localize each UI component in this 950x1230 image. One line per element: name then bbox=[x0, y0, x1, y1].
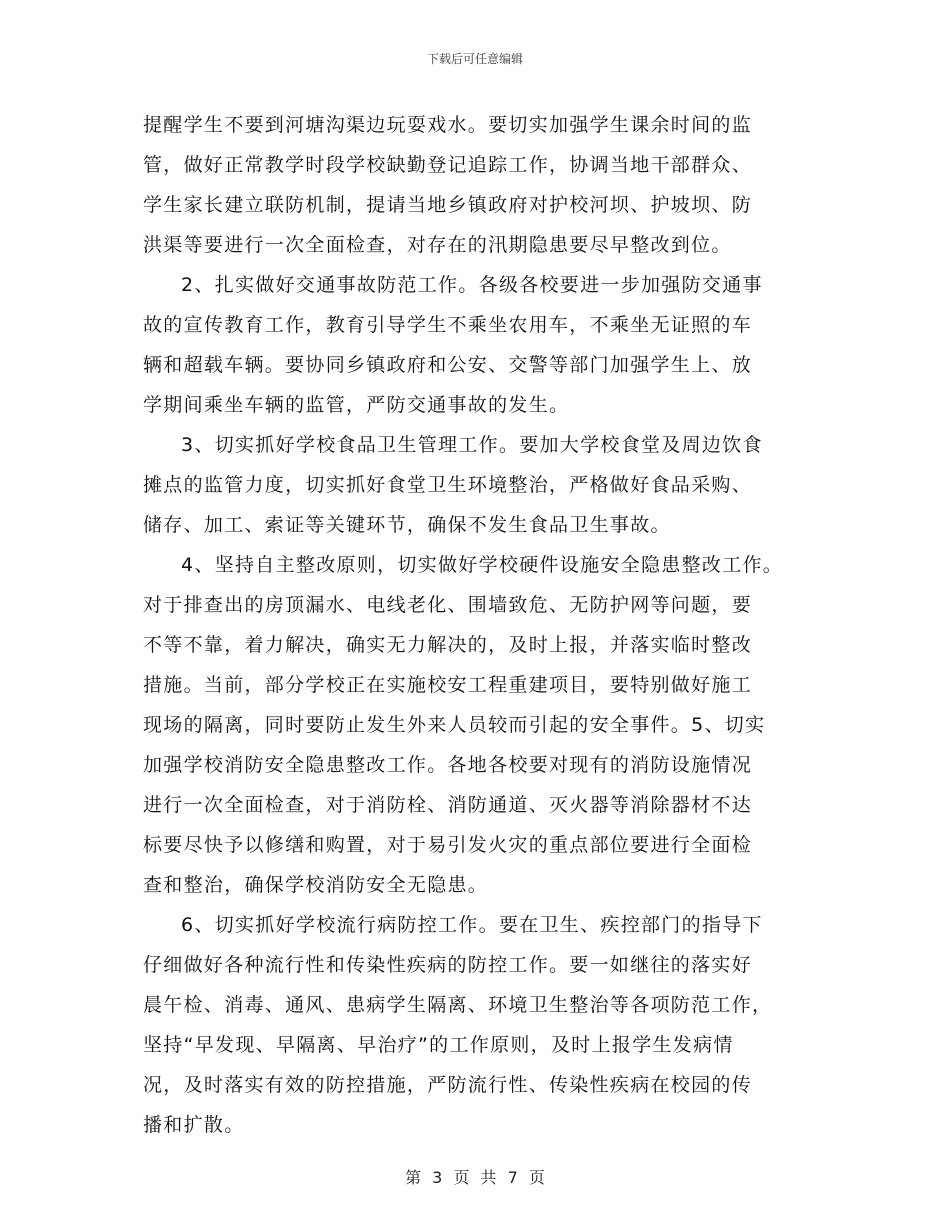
text-line: 储存、加工、索证等关键环节，确保不发生食品卫生事故。 bbox=[143, 514, 671, 536]
text-line: 进行一次全面检查，对于消防栓、消防通道、灭火器等消除器材不达 bbox=[143, 794, 753, 816]
document-body bbox=[143, 105, 823, 1145]
text-line: 2、扎实做好交通事故防范工作。各级各校要进一步加强防交通事 bbox=[181, 274, 763, 296]
text-line: 现场的隔离，同时要防止发生外来人员较而引起的安全事件。5、切实 bbox=[143, 714, 766, 736]
text-line: 提醒学生不要到河塘沟渠边玩耍戏水。要切实加强学生课余时间的监 bbox=[143, 114, 753, 136]
page-header: 下载后可任意编辑 bbox=[426, 52, 523, 66]
text-line: 对于排查出的房顶漏水、电线老化、围墙致危、无防护网等问题，要 bbox=[143, 594, 753, 616]
text-line: 管，做好正常教学时段学校缺勤登记追踪工作，协调当地干部群众、 bbox=[143, 154, 753, 176]
text-line: 3、切实抓好学校食品卫生管理工作。要加大学校食堂及周边饮食 bbox=[181, 434, 763, 456]
text-line: 坚持“早发现、早隔离、早治疗”的工作原则，及时上报学生发病情 bbox=[143, 1034, 734, 1056]
text-line: 学期间乘坐车辆的监管，严防交通事故的发生。 bbox=[143, 394, 570, 416]
page-footer: 第 3 页 共 7 页 bbox=[405, 1168, 545, 1187]
text-line: 措施。当前，部分学校正在实施校安工程重建项目，要特别做好施工 bbox=[143, 674, 753, 696]
text-line: 不等不靠，着力解决，确实无力解决的，及时上报，并落实临时整改 bbox=[143, 634, 753, 656]
text-line: 辆和超载车辆。要协同乡镇政府和公安、交警等部门加强学生上、放 bbox=[143, 354, 753, 376]
text-line: 播和扩散。 bbox=[143, 1114, 245, 1136]
text-line: 洪渠等要进行一次全面检查，对存在的汛期隐患要尽早整改到位。 bbox=[143, 234, 732, 256]
text-line: 晨午检、消毒、通风、患病学生隔离、环境卫生整治等各项防范工作， bbox=[143, 994, 773, 1016]
text-line: 仔细做好各种流行性和传染性疾病的防控工作。要一如继往的落实好 bbox=[143, 954, 753, 976]
text-line: 标要尽快予以修缮和购置，对于易引发火灾的重点部位要进行全面检 bbox=[143, 834, 753, 856]
text-line: 4、坚持自主整改原则，切实做好学校硬件设施安全隐患整改工作。 bbox=[181, 554, 784, 576]
text-line: 摊点的监管力度，切实抓好食堂卫生环境整治，严格做好食品采购、 bbox=[143, 474, 753, 496]
text-line: 学生家长建立联防机制，提请当地乡镇政府对护校河坝、护坡坝、防 bbox=[143, 194, 753, 216]
text-line: 加强学校消防安全隐患整改工作。各地各校要对现有的消防设施情况 bbox=[143, 754, 753, 776]
text-line: 况，及时落实有效的防控措施，严防流行性、传染性疾病在校园的传 bbox=[143, 1074, 753, 1096]
text-line: 查和整治，确保学校消防安全无隐患。 bbox=[143, 874, 489, 896]
text-line: 故的宣传教育工作，教育引导学生不乘坐农用车，不乘坐无证照的车 bbox=[143, 314, 753, 336]
text-line: 6、切实抓好学校流行病防控工作。要在卫生、疾控部门的指导下 bbox=[181, 914, 763, 936]
